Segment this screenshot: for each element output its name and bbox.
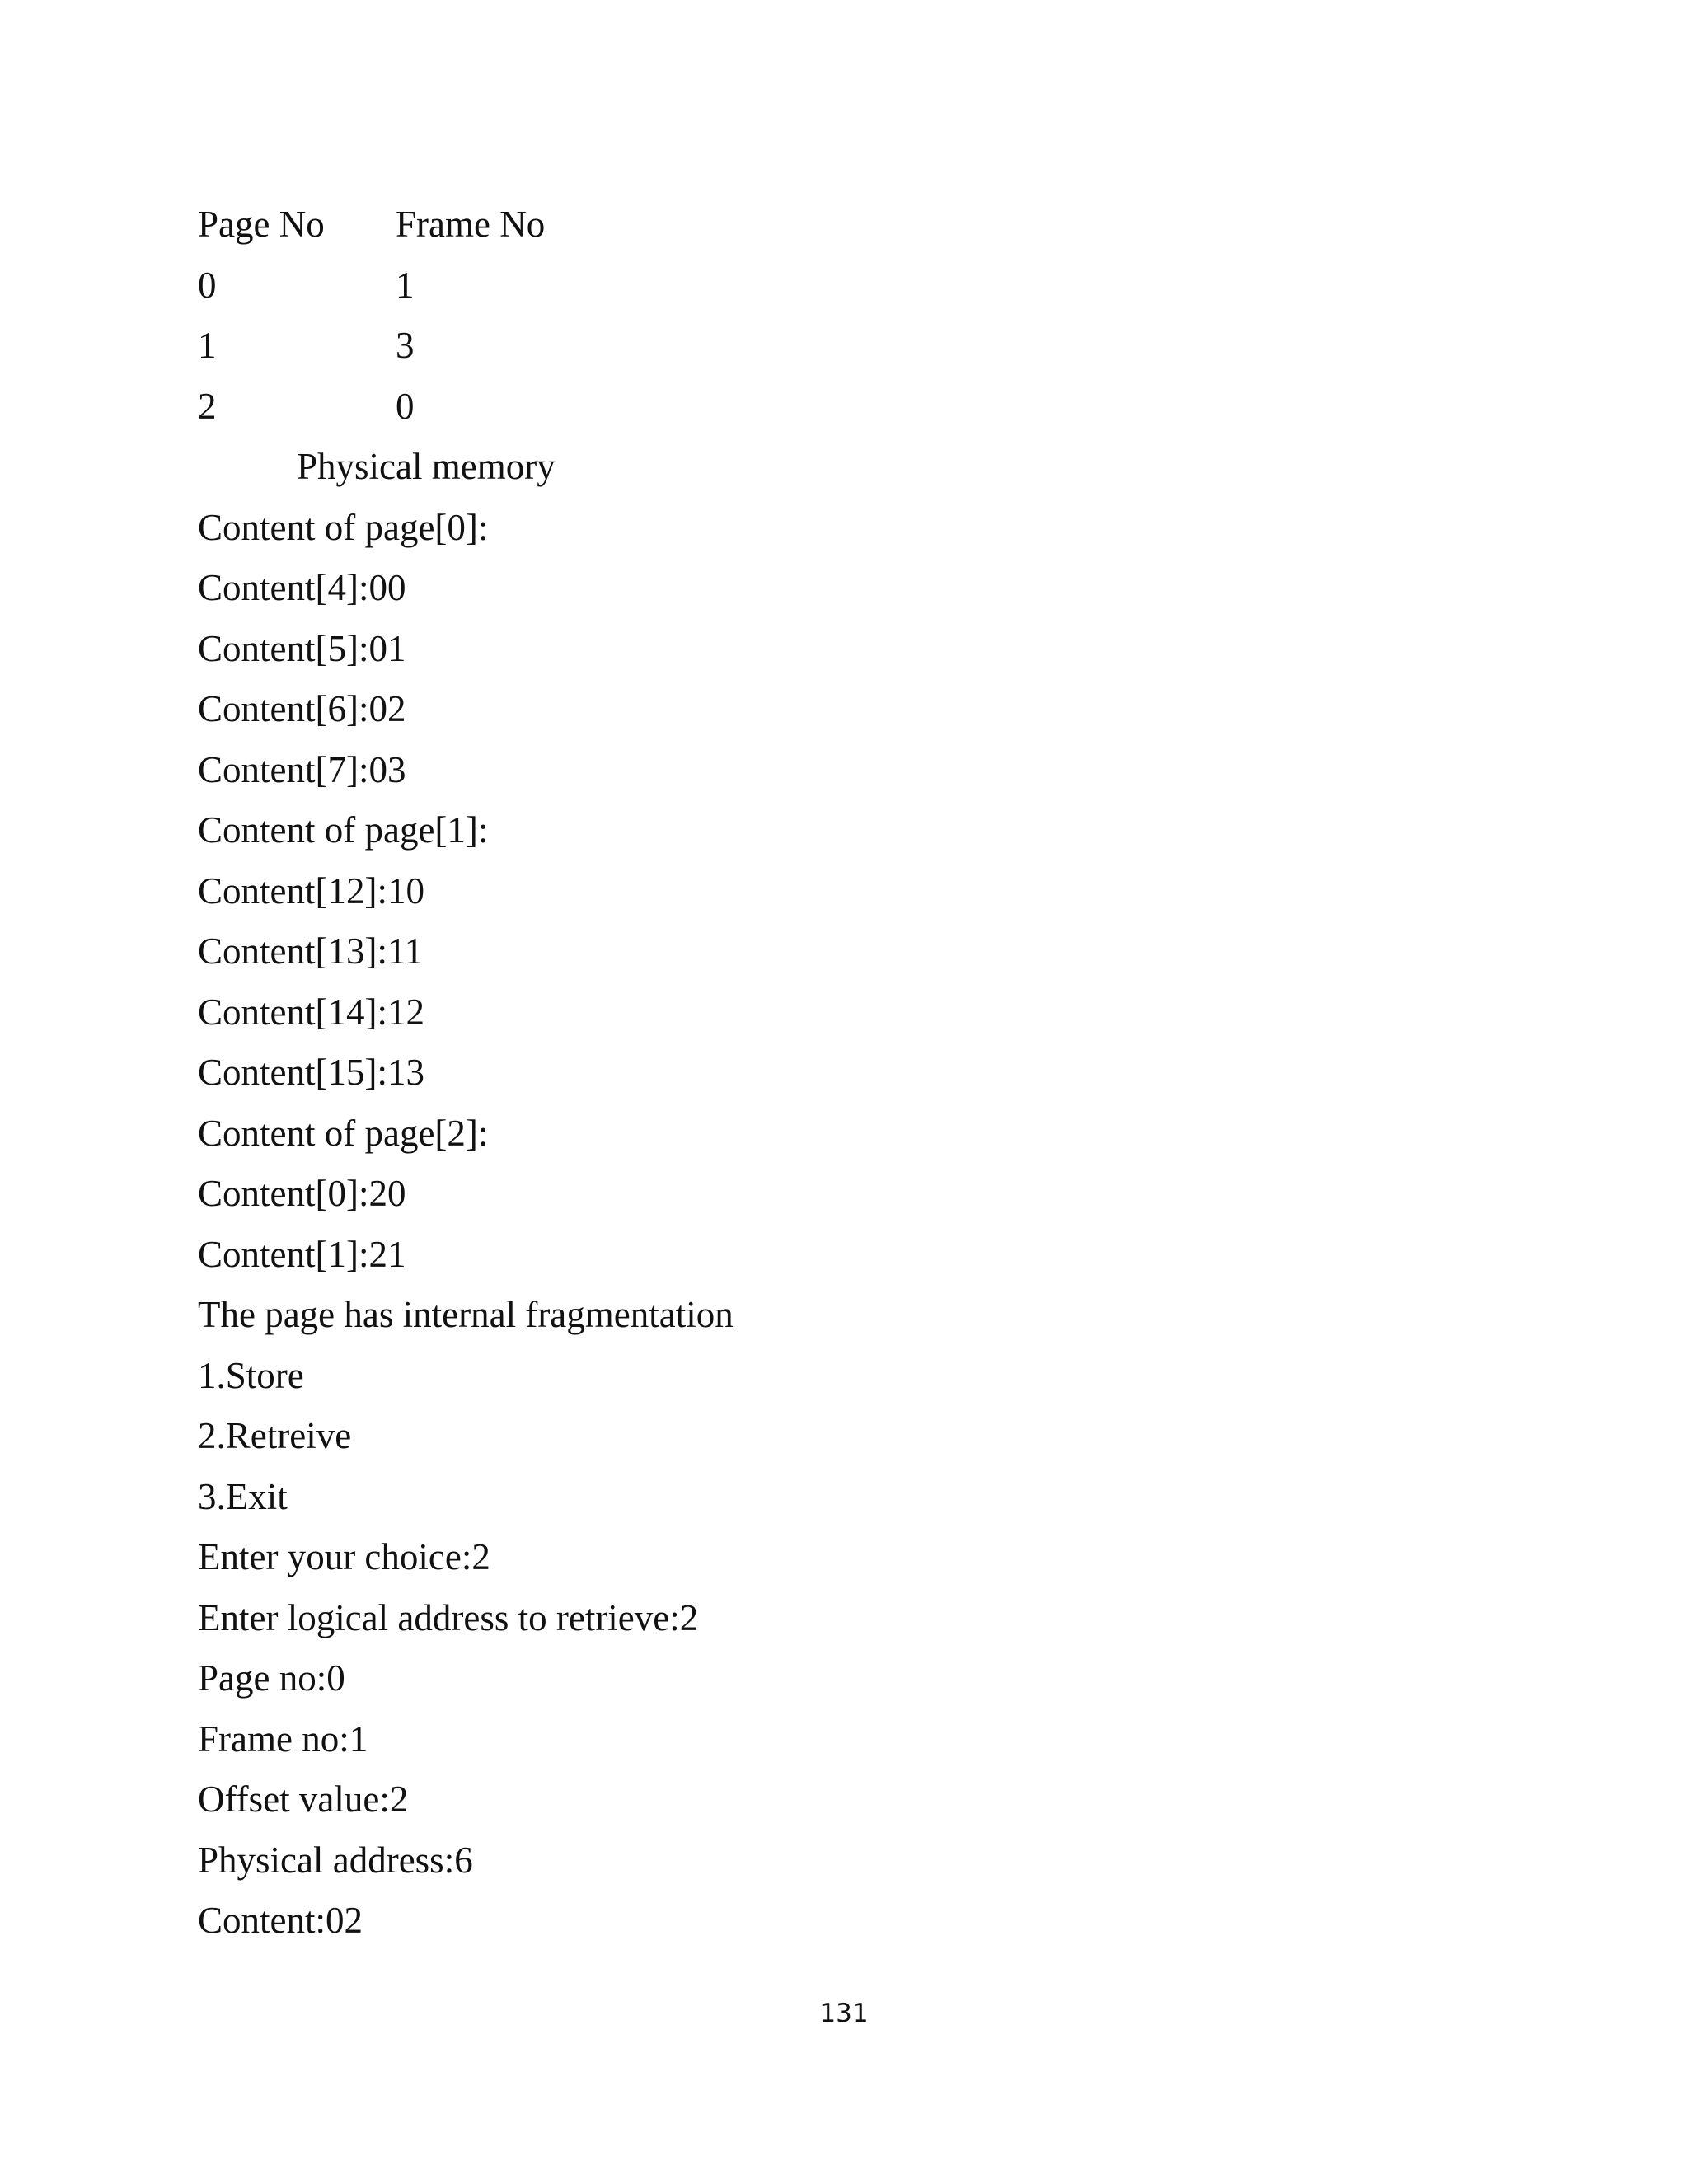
memory-line: Content[12]:10 — [198, 869, 424, 912]
frame-no-line: Frame no:1 — [198, 1718, 368, 1760]
memory-line: Content[14]:12 — [198, 991, 424, 1033]
physical-address-line: Physical address:6 — [198, 1839, 473, 1881]
memory-line: Content of page[1]: — [198, 809, 489, 851]
page-table-row — [198, 377, 1517, 438]
choice-line: Enter your choice:2 — [198, 1536, 490, 1577]
page-no-cell: 2 — [198, 385, 217, 427]
memory-line: Content[13]:11 — [198, 930, 424, 972]
page-number: 131 — [819, 1999, 869, 2028]
memory-line: Content[0]:20 — [198, 1173, 406, 1214]
fragmentation-message: The page has internal fragmentation — [198, 1294, 734, 1335]
memory-line: Content[4]:00 — [198, 567, 406, 608]
frame-no-cell: 0 — [396, 385, 415, 427]
memory-line: Content[7]:03 — [198, 748, 406, 790]
memory-line: Content[1]:21 — [198, 1233, 406, 1275]
memory-line: Content[15]:13 — [198, 1052, 424, 1093]
page-table-row — [198, 316, 1517, 377]
memory-line: Content[6]:02 — [198, 688, 406, 729]
memory-line: Content of page[2]: — [198, 1112, 489, 1154]
memory-line: Content[5]:01 — [198, 627, 406, 669]
page-table-header — [198, 194, 1517, 255]
logical-address-line: Enter logical address to retrieve:2 — [198, 1596, 699, 1638]
frame-no-cell: 1 — [396, 264, 415, 306]
page-no-cell: 1 — [198, 325, 217, 366]
frame-no-cell: 3 — [396, 325, 415, 366]
page-no-line: Page no:0 — [198, 1657, 345, 1699]
menu-option-retrieve: 2.Retreive — [198, 1415, 352, 1456]
page-no-cell: 0 — [198, 264, 217, 306]
program-output — [198, 194, 1517, 1952]
offset-line: Offset value:2 — [198, 1779, 409, 1820]
menu-option-store: 1.Store — [198, 1354, 304, 1396]
physical-memory-heading: Physical memory — [297, 446, 556, 487]
memory-line: Content of page[0]: — [198, 506, 489, 548]
header-frame-no: Frame No — [396, 204, 546, 245]
header-page-no: Page No — [198, 204, 325, 245]
menu-option-exit: 3.Exit — [198, 1475, 288, 1517]
content-line: Content:02 — [198, 1900, 363, 1941]
page-table-row — [198, 255, 1517, 316]
